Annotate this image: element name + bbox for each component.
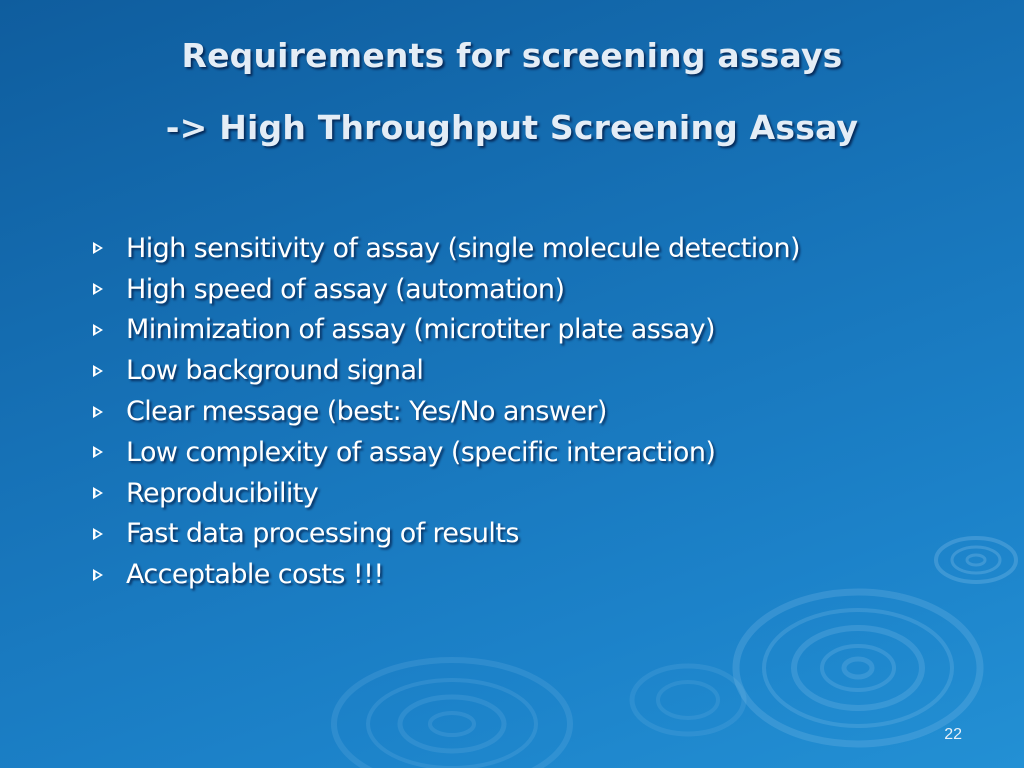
list-item xyxy=(88,228,800,269)
arrow-chevron-icon xyxy=(88,442,126,462)
list-item xyxy=(88,514,800,555)
arrow-chevron-icon xyxy=(88,238,126,258)
arrow-chevron-icon xyxy=(88,402,126,422)
bullet-text: Clear message (best: Yes/No answer) xyxy=(126,396,607,428)
list-item xyxy=(88,269,800,310)
bullet-text: Fast data processing of results xyxy=(126,518,519,550)
slide-subtitle: -> High Throughput Screening Assay xyxy=(165,108,859,147)
arrow-chevron-icon xyxy=(88,320,126,340)
list-item xyxy=(88,391,800,432)
arrow-chevron-icon xyxy=(88,483,126,503)
list-item xyxy=(88,310,800,351)
arrow-chevron-icon xyxy=(88,565,126,585)
bullet-list xyxy=(88,228,800,595)
list-item xyxy=(88,432,800,473)
bullet-text: Reproducibility xyxy=(126,477,319,509)
bullet-text: Low background signal xyxy=(126,355,424,387)
slide-title: Requirements for screening assays xyxy=(181,36,843,75)
bullet-text: High speed of assay (automation) xyxy=(126,273,565,305)
page-number: 22 xyxy=(944,726,962,743)
bullet-text: Acceptable costs !!! xyxy=(126,559,384,591)
list-item xyxy=(88,350,800,391)
bullet-text: Low complexity of assay (specific interaction) xyxy=(126,436,716,468)
list-item xyxy=(88,554,800,595)
arrow-chevron-icon xyxy=(88,524,126,544)
bullet-text: Minimization of assay (microtiter plate assay) xyxy=(126,314,715,346)
arrow-chevron-icon xyxy=(88,279,126,299)
arrow-chevron-icon xyxy=(88,361,126,381)
list-item xyxy=(88,473,800,514)
bullet-text: High sensitivity of assay (single molecule detection) xyxy=(126,232,800,264)
